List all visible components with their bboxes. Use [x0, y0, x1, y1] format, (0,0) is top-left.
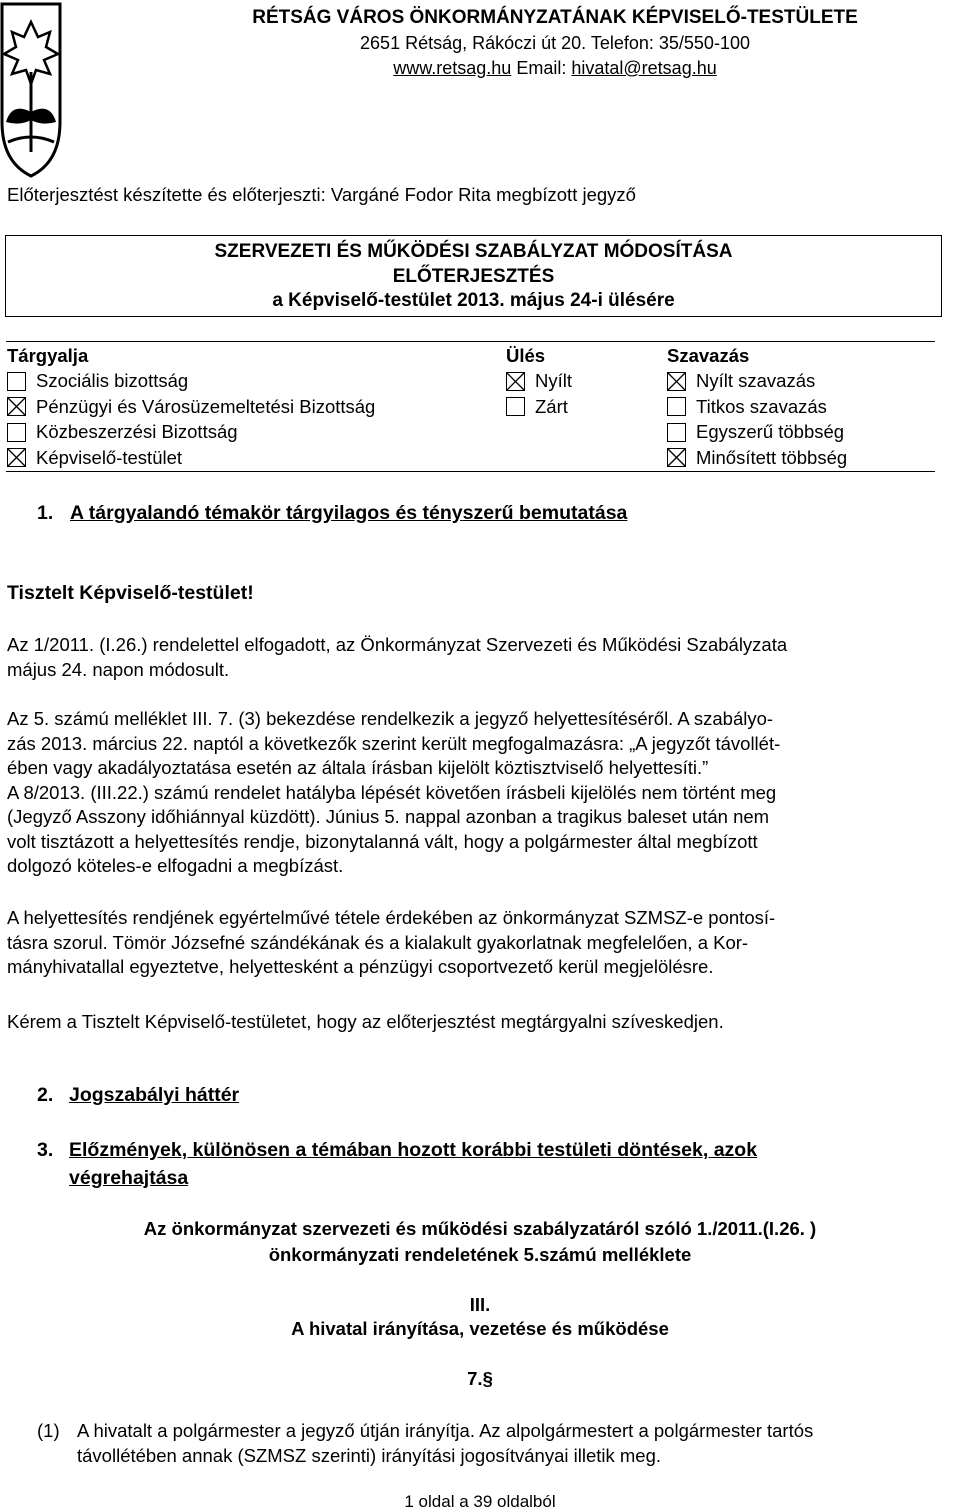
section-3-title-line-1: Előzmények, különösen a témában hozott korábbi testületi döntések, azok: [69, 1139, 758, 1161]
title-line-2: ELŐTERJESZTÉS: [392, 266, 555, 287]
session-column: [506, 343, 572, 420]
body-label: Pénzügyi és Városüzemeltetési Bizottság: [36, 395, 376, 417]
checkbox-icon[interactable]: [667, 397, 686, 416]
checkbox-icon[interactable]: [667, 423, 686, 442]
section-3-title-line-2: végrehajtása: [69, 1167, 189, 1189]
voting-column: [667, 343, 847, 471]
voting-header: Szavazás: [667, 344, 750, 366]
annex-chapter: [0, 1293, 960, 1341]
section-1-heading: [37, 502, 627, 525]
email-label: Email:: [516, 58, 567, 78]
leaf-crest-icon: [0, 2, 62, 178]
table-bottom-rule: [6, 471, 935, 472]
body-row: [7, 394, 375, 420]
table-top-rule: [6, 341, 935, 342]
bodies-header: Tárgyalja: [7, 344, 89, 366]
body-label: Közbeszerzési Bizottság: [36, 421, 238, 443]
voting-label: Minősített többség: [696, 446, 848, 468]
session-row: [506, 369, 572, 395]
session-row: [506, 394, 572, 420]
prepared-by: Előterjesztést készítette és előterjeszti: Vargáné Fodor Rita megbízott jegyző: [7, 184, 636, 205]
section-1-title: A tárgyalandó témakör tárgyilagos és tényszerű bemutatása: [70, 502, 628, 524]
voting-row: [667, 445, 847, 471]
body-row: [7, 420, 375, 446]
voting-label: Nyílt szavazás: [696, 370, 816, 392]
checked-checkbox-icon[interactable]: [506, 372, 525, 391]
body-label: Képviselő-testület: [36, 446, 183, 468]
voting-row: [667, 420, 847, 446]
municipality-title: RÉTSÁG VÁROS ÖNKORMÁNYZATÁNAK KÉPVISELŐ-TESTÜLETE: [252, 7, 858, 28]
salutation: Tisztelt Képviselő-testület!: [7, 582, 254, 604]
body-label: Szociális bizottság: [36, 370, 189, 392]
session-label: Zárt: [535, 395, 568, 417]
section-2-title: Jogszabályi háttér: [69, 1084, 240, 1106]
chapter-roman: III.: [469, 1294, 491, 1315]
municipality-address: 2651 Rétság, Rákóczi út 20. Telefon: 35/550-100: [360, 33, 750, 53]
checked-checkbox-icon[interactable]: [667, 372, 686, 391]
session-header: Ülés: [506, 344, 546, 366]
bodies-column: [7, 343, 375, 471]
checkbox-icon[interactable]: [7, 423, 26, 442]
voting-row: [667, 394, 847, 420]
website-link[interactable]: www.retsag.hu: [393, 58, 512, 78]
annex-item-1: (1) A hivatalt a polgármester a jegyző útján irányítja. Az alpolgármestert a polgármester tartós távollétében annak (SZMSZ szerinti) irányítási jogosítványai illetik meg.: [37, 1420, 814, 1466]
page-footer: 1 oldal a 39 oldalból: [404, 1492, 556, 1511]
voting-label: Egyszerű többség: [696, 421, 845, 443]
paragraph-4: Kérem a Tisztelt Képviselő-testületet, hogy az előterjesztést megtárgyalni szíveskedjen.: [7, 1011, 724, 1032]
section-2-heading: 2. Jogszabályi háttér: [37, 1084, 240, 1106]
paragraph-2: Az 5. számú melléklet III. 7. (3) bekezdése rendelkezik a jegyző helyettesítéséről. A szabályo- zás 2013. március 22. naptól a következők szerint került megfogalmazásra: „A jegyzőt távollét- ében vagy akadályoztatása esetén az általa írásban kijelölt köztisztviselő helyettesíti.” A 8/2013. (III.22.) számú rendelet hatályba lépését követően írásbeli kijelölés nem történt meg (Jegyző Asszony időhiánnyal küzdött). Június 5. nappal azonban a tragikus baleset után nem volt tisztázott a helyettesítés rendje, bizonytalanná vált, hogy a polgármester által megbízott dolgozó köteles-e elfogadni a megbízást.: [7, 708, 781, 876]
voting-row: [667, 369, 847, 395]
contact-line: [190, 58, 920, 79]
checked-checkbox-icon[interactable]: [7, 448, 26, 467]
body-row: [7, 369, 375, 395]
body-row: [7, 445, 375, 471]
session-label: Nyílt: [535, 370, 572, 392]
checkbox-icon[interactable]: [506, 397, 525, 416]
paragraph-3: A helyettesítés rendjének egyértelművé tétele érdekében az önkormányzat SZMSZ-e pontosí- tásra szorul. Tömör Józsefné szándékának és a kialakult gyakorlatnak megfelelően, a Kor- mányhivatallal egyeztetve, helyettesként a pénzügyi csoportvezető kerül megjelölésre.: [7, 907, 776, 977]
checkbox-icon[interactable]: [7, 372, 26, 391]
annex-heading: Az önkormányzat szervezeti és működési szabályzatáról szóló 1./2011.(I.26. ) önkormányzati rendeletének 5.számú melléklete: [143, 1218, 817, 1265]
chapter-title: A hivatal irányítása, vezetése és működése: [291, 1318, 669, 1339]
title-line-1: SZERVEZETI ÉS MŰKÖDÉSI SZABÁLYZAT MÓDOSÍTÁSA: [214, 241, 733, 262]
section-number: 7.§: [467, 1368, 493, 1389]
paragraph-1: Az 1/2011. (I.26.) rendelettel elfogadott, az Önkormányzat Szervezeti és Működési Szabályzata május 24. napon módosult.: [7, 634, 788, 680]
section-3-heading: 3. Előzmények, különösen a témában hozott korábbi testületi döntések, azok végrehajtása: [37, 1139, 758, 1189]
section-1-number: 1.: [37, 502, 54, 524]
title-box: [5, 235, 942, 317]
voting-label: Titkos szavazás: [696, 395, 827, 417]
checked-checkbox-icon[interactable]: [667, 448, 686, 467]
title-line-3: a Képviselő-testület 2013. május 24-i ülésére: [272, 290, 675, 311]
checked-checkbox-icon[interactable]: [7, 397, 26, 416]
email-link[interactable]: hivatal@retsag.hu: [571, 58, 717, 78]
